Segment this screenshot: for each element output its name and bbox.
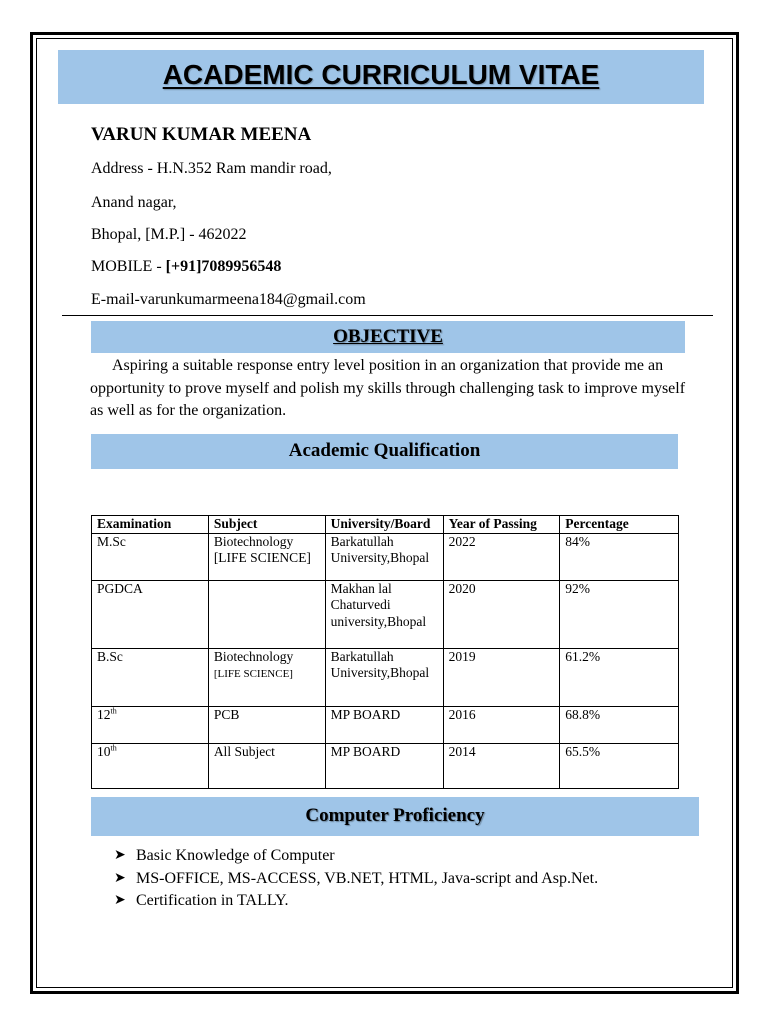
list-item-text: Certification in TALLY. bbox=[136, 892, 289, 909]
candidate-name: VARUN KUMAR MEENA bbox=[91, 124, 312, 145]
list-item bbox=[114, 890, 598, 913]
computer-skills-list bbox=[114, 845, 598, 913]
academic-band bbox=[91, 434, 678, 469]
exam-text: PGDCA bbox=[97, 580, 143, 596]
exam-superscript: th bbox=[110, 743, 117, 752]
cell-board: Makhan lal Chaturvedi university,Bhopal bbox=[325, 580, 443, 648]
exam-text: 10 bbox=[97, 743, 111, 759]
cell-subject: PCB bbox=[208, 706, 325, 743]
cell-year: 2016 bbox=[443, 706, 560, 743]
table-row bbox=[92, 580, 679, 648]
column-header-board: University/Board bbox=[325, 516, 443, 534]
title-band bbox=[58, 50, 704, 104]
subject-text: Biotechnology bbox=[213, 533, 294, 549]
cell-exam bbox=[92, 743, 209, 788]
address-line-3: Bhopal, [M.P.] - 462022 bbox=[91, 226, 247, 243]
cell-percent: 84% bbox=[560, 533, 679, 580]
computer-band bbox=[91, 797, 699, 836]
mobile-line bbox=[91, 258, 281, 276]
cell-exam bbox=[92, 533, 209, 580]
table-row bbox=[92, 533, 679, 580]
exam-text: 12 bbox=[97, 706, 111, 722]
cell-board: Barkatullah University,Bhopal bbox=[325, 648, 443, 706]
subject-text: Biotechnology bbox=[213, 648, 294, 664]
exam-superscript: th bbox=[110, 706, 117, 715]
objective-heading: OBJECTIVE bbox=[333, 326, 443, 347]
list-item-text: MS-OFFICE, MS-ACCESS, VB.NET, HTML, Java-script and Asp.Net. bbox=[136, 869, 599, 887]
address-line-1: Address - H.N.352 Ram mandir road, bbox=[91, 160, 332, 177]
column-header-examination: Examination bbox=[92, 516, 209, 534]
exam-text: M.Sc bbox=[97, 533, 126, 549]
table-row bbox=[92, 706, 679, 743]
subject-subtext: [LIFE SCIENCE] bbox=[213, 550, 311, 565]
page-title: ACADEMIC CURRICULUM VITAE bbox=[162, 59, 600, 90]
table-row bbox=[92, 743, 679, 788]
cell-exam bbox=[92, 648, 209, 706]
cell-board: MP BOARD bbox=[325, 706, 443, 743]
arrow-bullet-icon: ➤ bbox=[114, 848, 126, 863]
section-divider bbox=[62, 315, 713, 316]
arrow-bullet-icon: ➤ bbox=[114, 870, 126, 886]
cell-year: 2020 bbox=[443, 580, 560, 648]
address-line-2: Anand nagar, bbox=[91, 194, 177, 211]
cell-exam bbox=[92, 580, 209, 648]
subject-subtext: [LIFE SCIENCE] bbox=[213, 668, 293, 680]
cell-subject bbox=[208, 533, 325, 580]
cell-year: 2022 bbox=[443, 533, 560, 580]
table-row bbox=[92, 648, 679, 706]
list-item bbox=[114, 845, 598, 868]
column-header-subject: Subject bbox=[208, 516, 325, 534]
objective-band bbox=[91, 321, 685, 353]
objective-paragraph bbox=[90, 355, 690, 423]
cell-board: MP BOARD bbox=[325, 743, 443, 788]
objective-text: Aspiring a suitable response entry level position in an organization that provide me an opportunity to prove myself and polish my skills through challenging task to improve myself as well as for the organization. bbox=[90, 357, 686, 419]
academic-heading: Academic Qualification bbox=[288, 440, 481, 461]
arrow-bullet-icon: ➤ bbox=[114, 893, 126, 908]
cell-subject bbox=[208, 648, 325, 706]
cell-subject: All Subject bbox=[208, 743, 325, 788]
cell-exam bbox=[92, 706, 209, 743]
mobile-label: MOBILE - bbox=[91, 258, 166, 275]
mobile-number: [+91]7089956548 bbox=[165, 258, 282, 275]
list-item bbox=[114, 868, 598, 891]
exam-text: B.Sc bbox=[97, 648, 123, 664]
table-header-row bbox=[92, 516, 679, 534]
cell-percent: 68.8% bbox=[560, 706, 679, 743]
cell-year: 2014 bbox=[443, 743, 560, 788]
cell-percent: 61.2% bbox=[560, 648, 679, 706]
cell-subject bbox=[208, 580, 325, 648]
qualification-table bbox=[91, 515, 679, 789]
column-header-percentage: Percentage bbox=[560, 516, 679, 534]
cell-board: Barkatullah University,Bhopal bbox=[325, 533, 443, 580]
column-header-year: Year of Passing bbox=[443, 516, 560, 534]
email-line: E-mail-varunkumarmeena184@gmail.com bbox=[91, 291, 366, 308]
cell-year: 2019 bbox=[443, 648, 560, 706]
cell-percent: 65.5% bbox=[560, 743, 679, 788]
computer-heading: Computer Proficiency bbox=[305, 805, 485, 826]
cell-percent: 92% bbox=[560, 580, 679, 648]
list-item-text: Basic Knowledge of Computer bbox=[136, 847, 335, 864]
